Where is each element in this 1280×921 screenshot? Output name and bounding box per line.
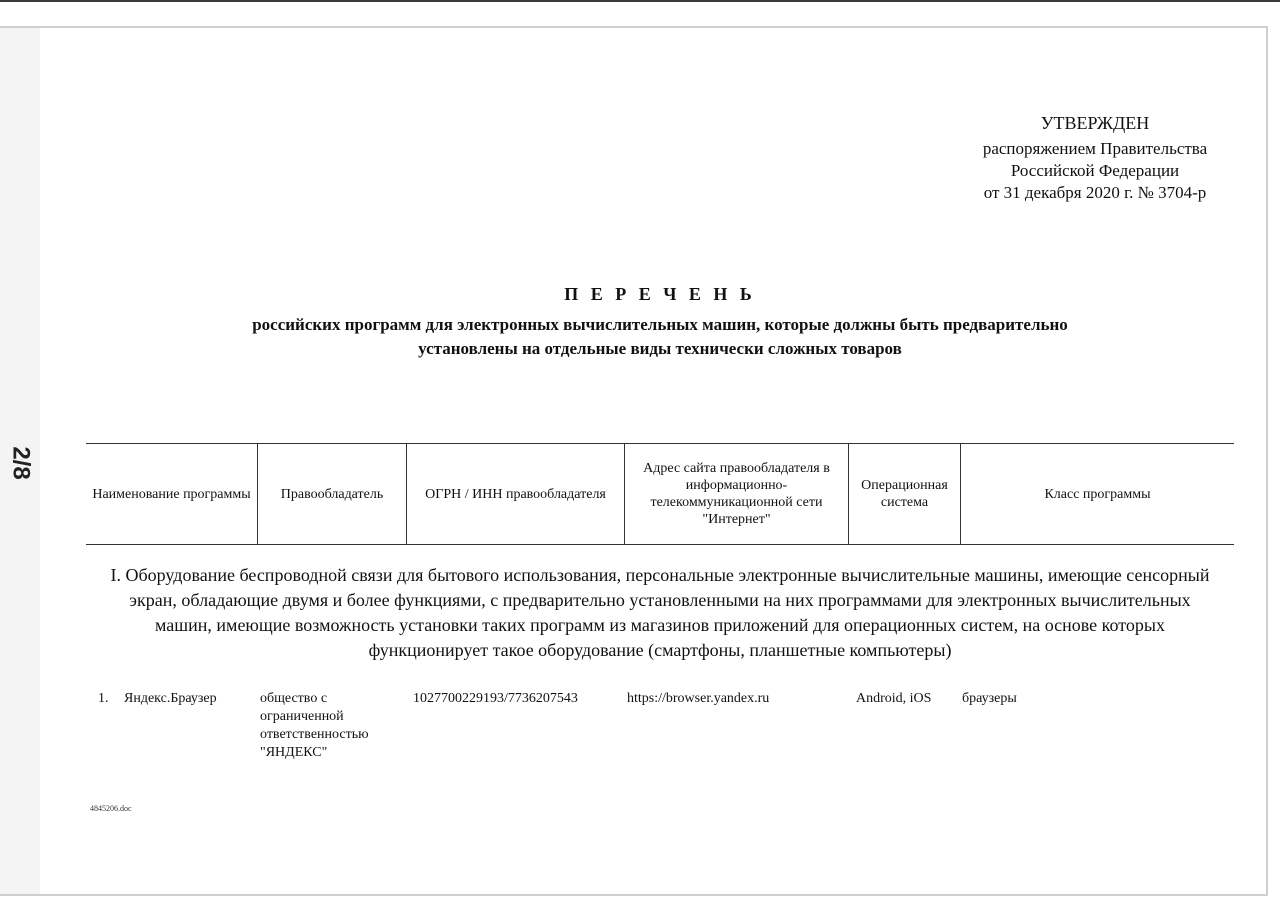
row-program: Яндекс.Браузер (124, 691, 217, 706)
row-number: 1. (98, 691, 109, 706)
column-header-class: Класс программы (1044, 486, 1151, 502)
row-ogrn-inn: 1027700229193/7736207543 (413, 691, 578, 706)
title-subtitle-line: установлены на отдельные виды технически сложных товаров (418, 339, 902, 358)
section-title: I. Оборудование беспроводной связи для бытового использования, персональные электронные вычислительные машины, имеющие сенсорный экран, обладающие двумя и более функциями, с предварительно установленными на них программами для электронных вычислительных машин, имеющие возможность установки таких программ из магазинов приложений для операционных систем, на основе которых функционирует такое оборудование (смартфоны, планшетные компьютеры) (110, 565, 1210, 660)
column-header-program-name: Наименование программы (86, 444, 258, 544)
approval-line: от 31 декабря 2020 г. № 3704-р (983, 183, 1207, 202)
page-counter (6, 438, 36, 488)
column-header-os: Операционная система (849, 444, 961, 544)
approval-line: Российской Федерации (1010, 161, 1180, 180)
title-main: П Е Р Е Ч Е Н Ь (564, 284, 756, 304)
title-subtitle (120, 313, 1200, 361)
document-title (120, 284, 1200, 361)
table-header (86, 443, 1234, 545)
row-os: Android, iOS (856, 691, 932, 706)
approval-line: распоряжением Правительства (982, 139, 1208, 158)
approval-heading: УТВЕРЖДЕН (1040, 113, 1150, 133)
footer-file-name: 4845206.doc (90, 804, 132, 813)
title-subtitle-line: российских программ для электронных вычислительных машин, которые должны быть предварительно (252, 315, 1068, 334)
viewer-top-border (0, 0, 1280, 2)
column-header-ogrn-inn: ОГРН / ИНН правообладателя (407, 444, 625, 544)
row-website: https://browser.yandex.ru (627, 691, 770, 706)
column-header-holder: Правообладатель (258, 444, 407, 544)
row-holder: общество с ограниченной ответственностью "ЯНДЕКС" (260, 691, 369, 760)
row-class: браузеры (962, 691, 1017, 706)
page-counter-label: 2/8 (8, 446, 35, 480)
approval-block (930, 112, 1260, 204)
column-header-website: Адрес сайта правообладателя в информационно-телекоммуникационной сети "Интернет" (625, 444, 849, 544)
